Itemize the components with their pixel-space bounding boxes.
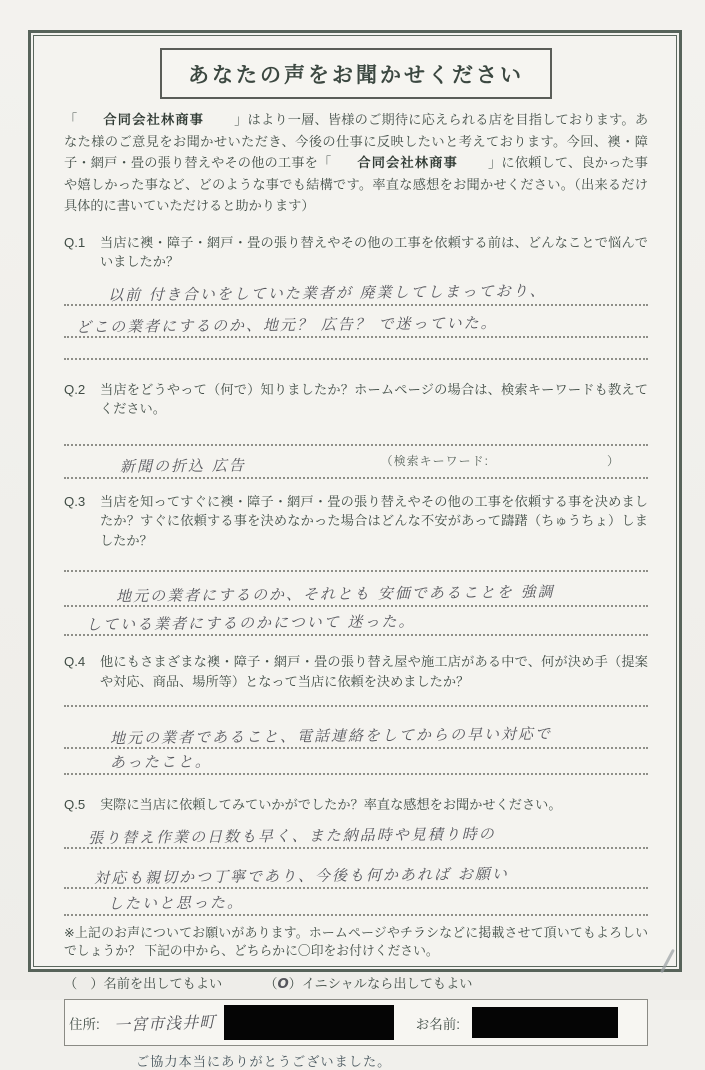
- search-keyword-close: ）: [606, 453, 620, 468]
- answer-line: [64, 419, 648, 446]
- handwritten-answer: あったこと。: [109, 752, 212, 772]
- intro-segment-2: 」に依頼して、良かった事や嬉しかった事など、どのような事でも結構です。率直な感想をお聞かせください。（出来るだけ具体的に書いていただけると助かります）: [64, 155, 648, 213]
- page-title: あなたの声をお聞かせください: [160, 48, 552, 99]
- form-frame: [28, 30, 682, 1070]
- permission-options: [64, 973, 648, 992]
- search-keyword-label: [381, 452, 620, 469]
- handwritten-answer: 地元の業者にするのか、それとも 安価であることを 強調: [115, 582, 555, 606]
- option-initial-paren-open: （: [264, 976, 278, 992]
- answer-line: [64, 691, 648, 707]
- question-label: Q.2: [64, 381, 86, 397]
- permission-note: ※上記のお声についてお願いがあります。ホームページやチラシなどに掲載させて頂いてもよろしいでしょうか？ 下記の中から、どちらかに〇印をお付けください。: [64, 924, 648, 958]
- question-label: Q.4: [64, 654, 86, 669]
- handwritten-answer: している業者にするのかについて 迷った。: [85, 612, 416, 634]
- question-label: Q.3: [64, 493, 86, 509]
- answer-line: [64, 306, 648, 338]
- answer-line: [64, 572, 648, 607]
- handwritten-answer: 地元の業者であること、電話連絡をしてからの早い対応で: [109, 724, 553, 748]
- question-head: [64, 492, 648, 551]
- answer-line: [64, 446, 648, 479]
- thanks-note: ご協力本当にありがとうございました。: [136, 1054, 392, 1070]
- answer-line: [64, 272, 648, 306]
- question-block-3: [64, 492, 648, 637]
- intro-segment-1: 」はより一層、皆様のご期待に応えられる店を目指しております。あなた様のご意見をお聞かせいただき、今後の仕事に反映したいと考えております。今回、襖・障子・網戸・畳の張り替えやその他の工事を: [64, 112, 649, 170]
- question-text: 当店をどうやって（何で）知りましたか？ホームページの場合は、検索キーワードも教えてください。: [100, 381, 648, 416]
- company-name: 合同会社林商事: [103, 112, 205, 127]
- handwritten-answer: 張り替え作業の日数も早く、また納品時や見積り時の: [87, 824, 496, 847]
- question-label: Q.5: [64, 797, 86, 812]
- address-label: 住所:: [69, 1016, 100, 1032]
- search-keyword-text: （検索キーワード:: [380, 453, 489, 468]
- answer-line: [64, 749, 648, 775]
- contact-box: [64, 999, 648, 1046]
- form-frame-inner: [33, 35, 677, 1070]
- question-head: [64, 652, 648, 691]
- answer-line: [64, 707, 648, 749]
- handwritten-answer: したいと思った。: [107, 892, 245, 913]
- handwritten-answer: 対応も親切かつ丁寧であり、今後も何かあれば お願い: [93, 864, 509, 887]
- bracket-open: 「: [64, 112, 78, 127]
- question-text: 当店に襖・障子・網戸・畳の張り替えやその他の工事を依頼する前は、どんなことで悩んでいましたか？: [100, 234, 648, 269]
- option-initial-allowed: [264, 973, 472, 992]
- circle-mark: O: [277, 977, 289, 993]
- answer-line: [64, 815, 648, 849]
- handwritten-address: 一宮市浅井町: [113, 1012, 217, 1036]
- handwritten-answer: 新聞の折込 広告: [119, 455, 246, 476]
- question-head: [64, 795, 648, 815]
- answer-line: [64, 849, 648, 889]
- redaction-box-name: [472, 1007, 618, 1038]
- question-block-5: [64, 795, 648, 916]
- question-text: 当店を知ってすぐに襖・障子・網戸・畳の張り替えやその他の工事を依頼する事を決めましたか？すぐに依頼する事を決めなかった場合はどんな不安があって躊躇（ちゅうちょ）しましたか？: [100, 493, 648, 548]
- answer-line: [64, 338, 648, 360]
- option-name-allowed: （ ）名前を出してもよい: [64, 976, 223, 992]
- answer-line: [64, 607, 648, 636]
- company-name-2: 合同会社林商事: [357, 155, 458, 170]
- question-head: [64, 233, 648, 272]
- question-block-2: [64, 380, 648, 479]
- bracket-open-2: 「: [318, 155, 332, 170]
- redaction-box-address: [224, 1005, 394, 1040]
- question-text: 他にもさまざまな襖・障子・網戸・畳の張り替え屋や施工店がある中で、何が決め手（提案や対応、商品、場所等）となって当店に依頼を決めましたか？: [100, 654, 648, 689]
- handwritten-answer: 以前 付き合いをしていた業者が 廃業してしまっており、: [107, 281, 547, 304]
- answer-line: [64, 889, 648, 916]
- option-initial-rest: ）イニシャルなら出してもよい: [288, 976, 473, 992]
- question-block-4: [64, 652, 648, 775]
- answer-line: [64, 550, 648, 572]
- intro-paragraph: [64, 109, 648, 217]
- name-label: お名前:: [415, 1016, 461, 1032]
- handwritten-answer: どこの業者にするのか、地元？ 広告？ で迷っていた。: [75, 313, 498, 336]
- question-text: 実際に当店に依頼してみていかがでしたか？率直な感想をお聞かせください。: [100, 797, 562, 812]
- question-block-1: [64, 233, 648, 360]
- question-label: Q.1: [64, 234, 86, 250]
- question-head: [64, 380, 648, 419]
